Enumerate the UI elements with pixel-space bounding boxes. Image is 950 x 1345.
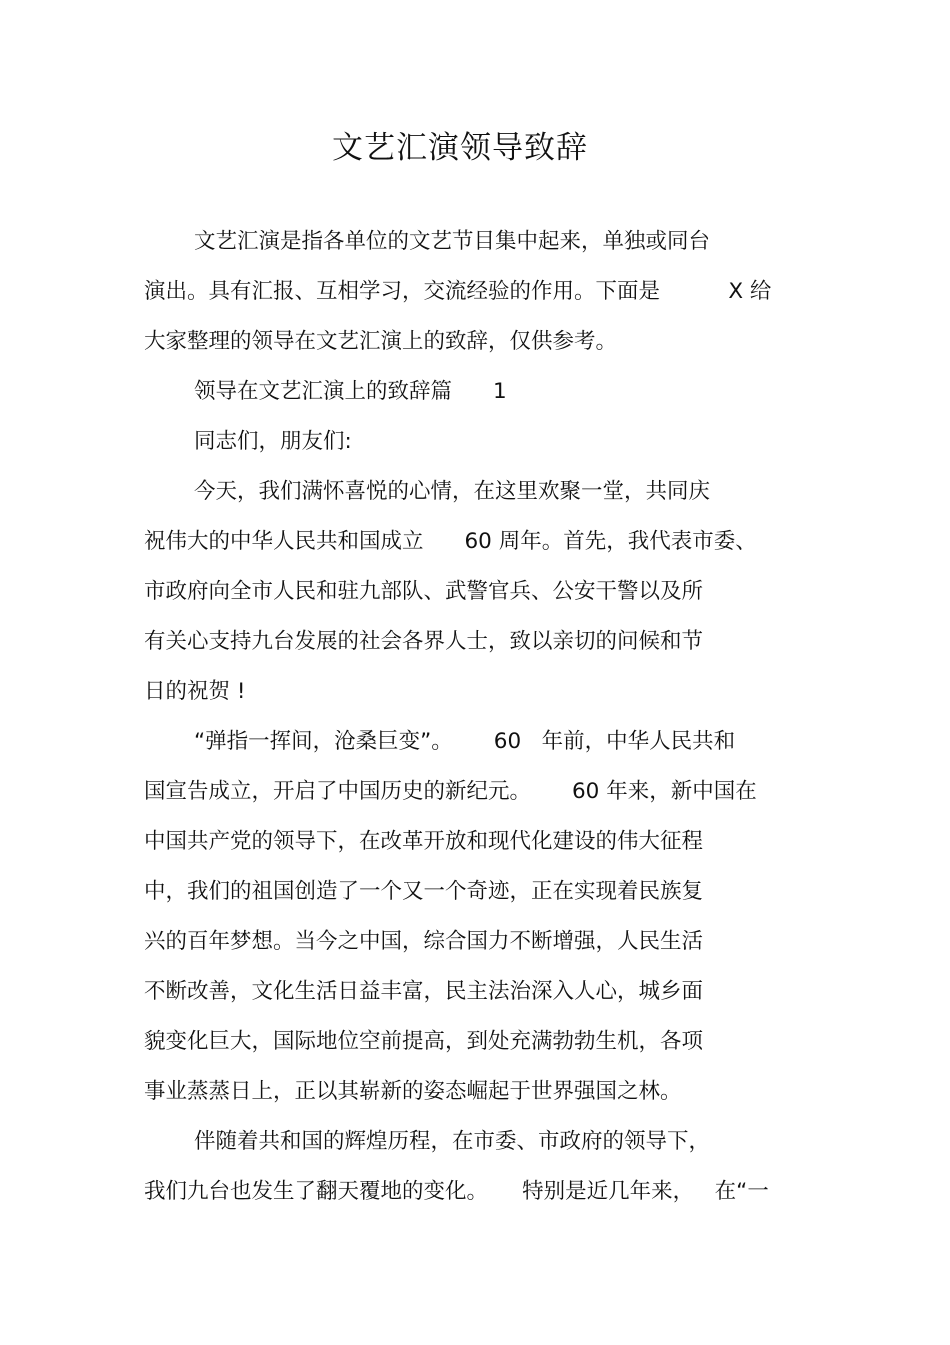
body-line: 伴随着共和国的辉煌历程，在市委、市政府的领导下，	[194, 1129, 711, 1154]
body-line: 今天，我们满怀喜悦的心情，在这里欢聚一堂，共同庆	[194, 479, 711, 504]
body-line: “弹指一挥间，沧桑巨变”。 60 年前，中华人民共和	[194, 729, 736, 754]
body-line: 市政府向全市人民和驻九部队、武警官兵、公安干警以及所	[144, 579, 704, 604]
body-line: 貌变化巨大，国际地位空前提高，到处充满勃勃生机，各项	[144, 1029, 704, 1054]
document-title: 文艺汇演领导致辞	[332, 130, 588, 166]
body-line: 国宣告成立，开启了中国历史的新纪元。 60 年来，新中国在	[144, 779, 757, 804]
body-line: 文艺汇演是指各单位的文艺节目集中起来，单独或同台	[194, 229, 711, 254]
body-line: 事业蒸蒸日上，正以其崭新的姿态崛起于世界强国之林。	[144, 1079, 682, 1104]
body-line: 演出。具有汇报、互相学习，交流经验的作用。下面是 X 给	[144, 279, 772, 304]
body-line: 有关心支持九台发展的社会各界人士，致以亲切的问候和节	[144, 629, 704, 654]
section-heading: 领导在文艺汇演上的致辞篇 1	[194, 379, 507, 404]
body-line: 中国共产党的领导下，在改革开放和现代化建设的伟大征程	[144, 829, 704, 854]
body-line: 日的祝贺 !	[144, 679, 246, 704]
body-line: 祝伟大的中华人民共和国成立 60 周年。首先，我代表市委、	[144, 529, 757, 554]
body-line: 兴的百年梦想。当今之中国，综合国力不断增强，人民生活	[144, 929, 704, 954]
body-line: 中，我们的祖国创造了一个又一个奇迹，正在实现着民族复	[144, 879, 704, 904]
body-line: 不断改善，文化生活日益丰富，民主法治深入人心，城乡面	[144, 979, 704, 1004]
body-line: 大家整理的领导在文艺汇演上的致辞，仅供参考。	[144, 329, 618, 354]
body-line: 我们九台也发生了翻天覆地的变化。 特别是近几年来， 在“一	[144, 1179, 769, 1204]
salutation: 同志们，朋友们:	[194, 429, 352, 454]
